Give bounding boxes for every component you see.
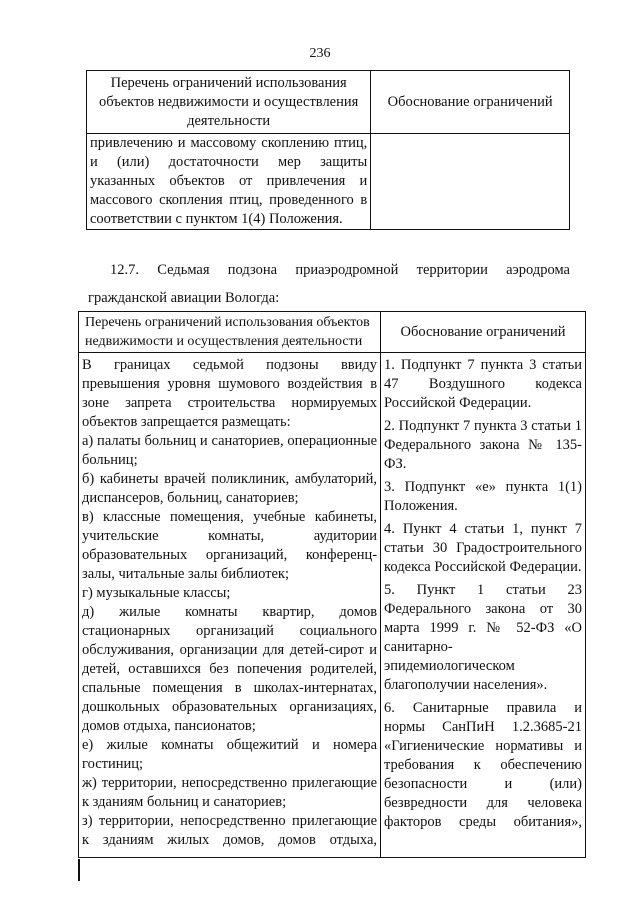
legal-reference: 6. Санитарные правила и нормы СанПиН 1.2.3685-21 «Гигиенические нормативы и требования к обеспечению безопасности и (или) безвредности для человека факторов среды обитания», [384,700,582,830]
paragraph-line-2: гражданской авиации Вологда: [88,290,280,306]
legal-reference: 1. Подпункт 7 пункта 3 статьи 47 Воздушного кодекса Российской Федерации. [384,357,582,411]
header-justification: Обоснование ограничений [381,312,586,353]
page-number: 236 [309,46,331,61]
restriction-text: привлечению и массовому скоплению птиц, и (или) достаточности мер защиты указанных объектов от привлечения и массового скопления птиц, проведенного в соответствии с пунктом 1(4) Положения. [90,135,368,227]
paragraph-word: территории [416,262,488,278]
legal-reference: 5. Пункт 1 статьи 23 Федерального закона от 30 марта 1999 г. № 52-ФЗ «О санитарно-эпидемиологическом благополучии населения». [384,582,582,693]
paragraph-word: аэродрома [506,262,570,278]
paragraph-word: Седьмая [157,262,210,278]
justification-cell [381,353,586,858]
justification-cell [371,134,570,230]
legal-reference: 4. Пункт 4 статьи 1, пункт 7 статьи 30 Градостроительного кодекса Российской Федерации. [384,521,582,575]
restrictions-table-seventh-subzone [78,311,586,858]
restriction-item: В границах седьмой подзоны ввиду превышения уровня шумового воздействия в зоне запрета строительства нормируемых объектов запрещается размещать: [82,357,378,430]
restriction-cell [87,134,371,230]
restriction-item: д) жилые комнаты квартир, домов стационарных организаций социального обслуживания, организации для детей-сирот и детей, оставшихся без попечения родителей, спальные помещения в школах-интернатах, дошкольных образовательных организациях, домов отдыха, пансионатов; [82,604,378,734]
section-number: 12.7. [110,262,139,278]
table-row [79,353,586,858]
paragraph-word: приаэродромной [295,262,399,278]
restriction-item: а) палаты больниц и санаториев, операционные больниц; [82,433,378,468]
restriction-item: г) музыкальные классы; [82,585,231,601]
legal-reference: 2. Подпункт 7 пункта 3 статьи 1 Федерального закона № 135-ФЗ. [384,418,582,472]
table-border-continuation [78,859,80,881]
legal-reference: 3. Подпункт «е» пункта 1(1) Положения. [384,479,582,514]
table-header-row [79,312,586,353]
header-justification: Обоснование ограничений [371,71,570,134]
restrictions-table-continued [86,70,570,230]
header-restrictions: Перечень ограничений использования объектов недвижимости и осуществления деятельности [87,71,371,134]
section-heading-paragraph [88,256,570,312]
paragraph-line-1 [88,256,570,284]
restriction-cell [79,353,381,858]
restriction-item: б) кабинеты врачей поликлиник, амбулаторий, диспансеров, больниц, санаториев; [82,471,378,506]
restriction-item: з) территории, непосредственно прилегающие к зданиям жилых домов, домов отдыха, [82,813,378,848]
header-restrictions: Перечень ограничений использования объектов недвижимости и осуществления деятельности [79,312,381,353]
table-header-row [87,71,570,134]
restriction-item: ж) территории, непосредственно прилегающие к зданиям больниц и санаториев; [82,775,378,810]
table-row [87,134,570,230]
restriction-item: в) классные помещения, учебные кабинеты, учительские комнаты, аудитории образовательных организаций, конференц-залы, читальные залы библиотек; [82,509,378,582]
restriction-item: е) жилые комнаты общежитий и номера гостиниц; [82,737,378,772]
paragraph-word: подзона [227,262,278,278]
